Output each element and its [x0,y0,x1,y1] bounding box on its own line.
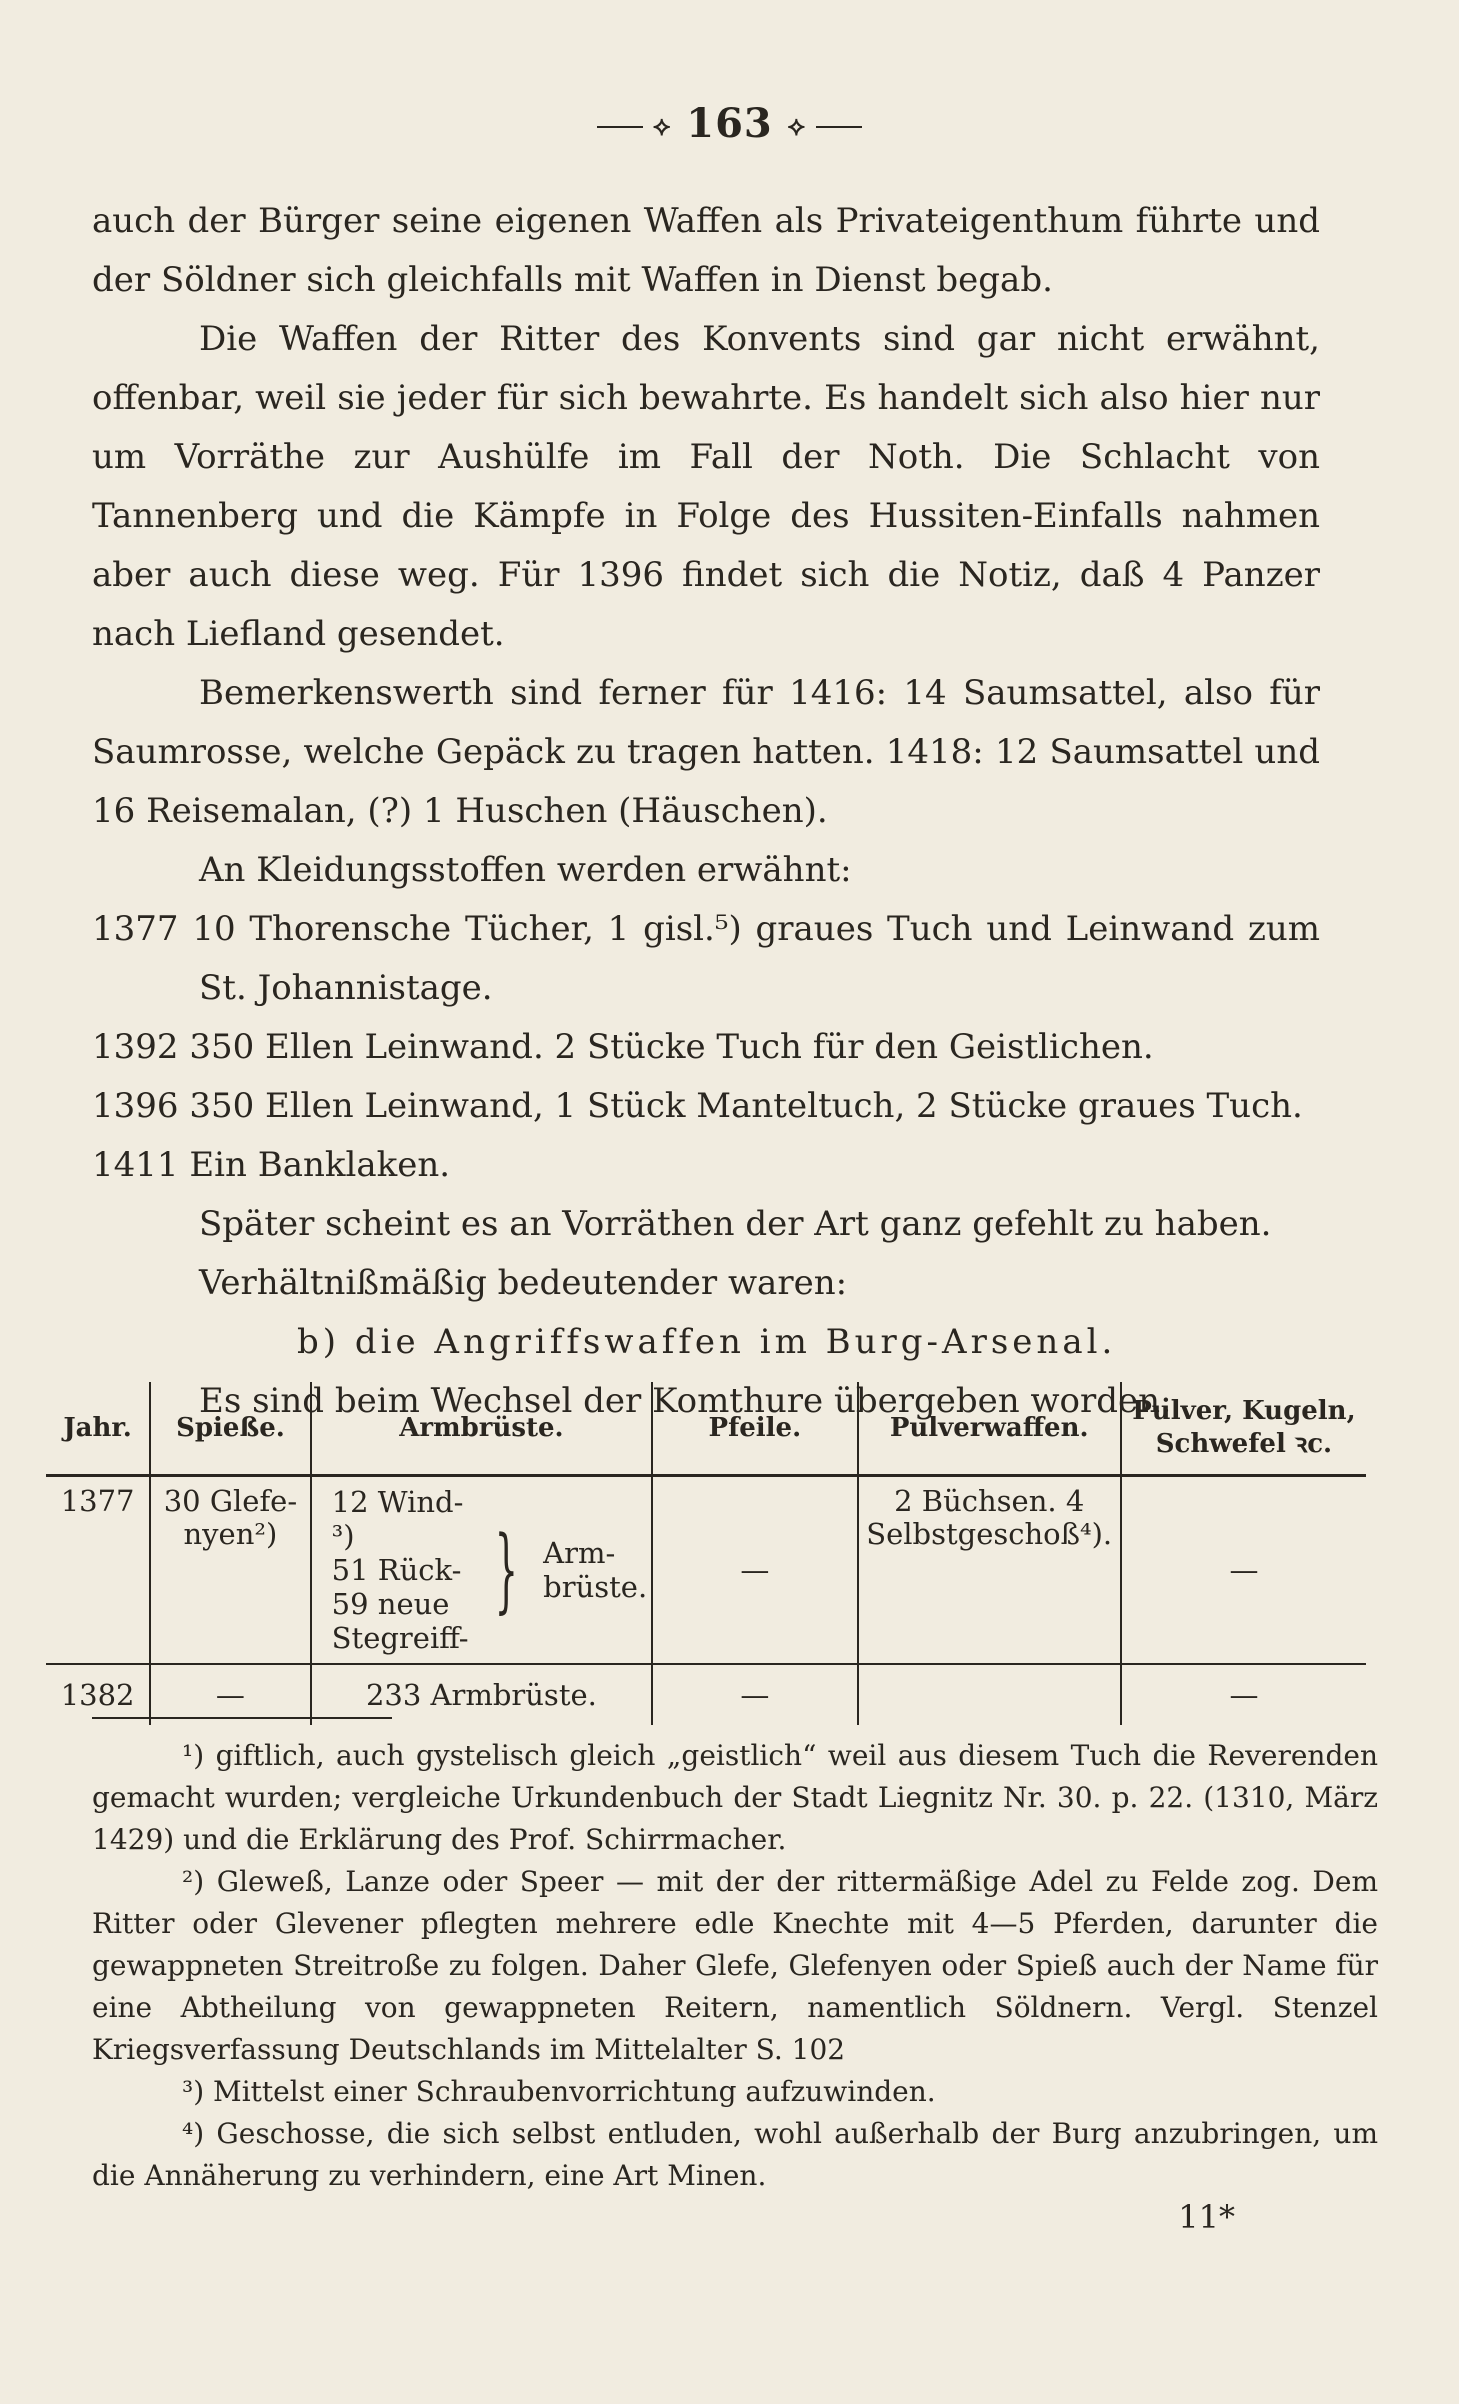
column-header-crossbows: Armbrüste. [311,1382,652,1476]
entry-year: 1392 [92,1027,179,1067]
cell-arrows: — [652,1476,857,1665]
ornament-left-icon: ⟡ [653,111,672,142]
paragraph: Verhältnißmäßig bedeutender waren: [199,1263,848,1303]
column-header-powder-balls: Pulver, Kugeln, Schwefel ꝛc. [1121,1382,1366,1476]
header-rule-right [816,126,862,128]
entry-year: 1377 [92,909,179,949]
entry-text: 350 Ellen Leinwand, 1 Stück Manteltuch, 2 Stücke graues Tuch. [189,1086,1303,1126]
footnote: ³) Mittelst einer Schraubenvorrichtung aufzuwinden. [182,2075,936,2108]
cell-crossbows: 233 Armbrüste. [311,1664,652,1725]
cell-powder-balls: — [1121,1664,1366,1725]
footnote: ²) Gleweß, Lanze oder Speer — mit der der rittermäßige Adel zu Felde zog. Dem Ritter oder Glevener pflegten mehrere edle Knechte mit 4—5 Pferden, darunter die gewappneten Streitroße zu folgen. Daher Glefe, Glefenyen oder Spieß auch der Name für eine Abtheilung von gewappneten Reitern, namentlich Söldnern. Vergl. Stenzel Kriegsverfassung Deutschlands im Mittelalter S. 102 [92,1865,1378,2066]
column-header-spears: Spieße. [150,1382,310,1476]
crossbow-line: 12 Wind-³) [331,1485,464,1553]
paragraph: Später scheint es an Vorräthen der Art ganz gefehlt zu haben. [199,1204,1272,1244]
entry-text: 10 Thorensche Tücher, 1 gisl.⁵) graues Tuch und Leinwand zum St. Johannistage. [192,909,1321,1008]
entry-text: 350 Ellen Leinwand. 2 Stücke Tuch für den Geistlichen. [189,1027,1154,1067]
crossbow-line: Stegreiff- [331,1621,469,1655]
table-intro: Es sind beim Wechsel der Komthure übergeben worden: [199,1381,1172,1421]
entry-1377 [92,900,1320,1018]
ornament-right-icon: ⟡ [787,111,806,142]
cell-arrows: — [652,1664,857,1725]
crossbow-label: Arm-brüste. [543,1536,648,1604]
table-row [46,1476,1366,1665]
footnotes [92,1735,1378,2197]
cell-powder-weapons: 2 Büchsen. 4 Selbstgeschoß⁴). [858,1476,1121,1665]
page-number: 163 [686,100,773,147]
crossbow-line: 51 Rück- [331,1553,462,1587]
entry-1392 [92,1018,1320,1077]
paragraph: auch der Bürger seine eigenen Waffen als Privateigenthum führte und der Söldner sich gleichfalls mit Waffen in Dienst begab. [92,201,1320,300]
entry-year: 1396 [92,1086,179,1126]
entry-year: 1411 [92,1145,179,1185]
footnote-divider [92,1717,392,1719]
entry-text: Ein Banklaken. [189,1145,451,1185]
arsenal-table [46,1382,1366,1725]
brace-icon: } [494,1516,518,1623]
subheading: b) die Angriffswaffen im Burg-Arsenal. [297,1322,1117,1362]
paragraph: Bemerkenswerth sind ferner für 1416: 14 Saumsattel, also für Saumrosse, welche Gepäck zu tragen hatten. 1418: 12 Saumsattel und 16 Reisemalan, (?) 1 Huschen (Häuschen). [92,673,1320,831]
cell-year: 1382 [60,1677,135,1712]
header-rule-left [597,126,643,128]
table-row [46,1664,1366,1725]
cell-powder-balls: — [1121,1476,1366,1665]
paragraph: Die Waffen der Ritter des Konvents sind gar nicht erwähnt, offenbar, weil sie jeder für sich bewahrte. Es handelt sich also hier nur um Vorräthe zur Aushülfe im Fall der Noth. Die Schlacht von Tannenberg und die Kämpfe in Folge des Hussiten-Einfalls nahmen aber auch diese weg. Für 1396 findet sich die Notiz, daß 4 Panzer nach Liefland gesendet. [92,319,1320,654]
column-header-year: Jahr. [46,1382,150,1476]
footnote: ⁴) Geschosse, die sich selbst entluden, wohl außerhalb der Burg anzubringen, um die Annäherung zu verhindern, eine Art Minen. [92,2117,1378,2192]
paragraph: An Kleidungsstoffen werden erwähnt: [199,850,852,890]
cell-spears: — [150,1664,310,1725]
crossbow-line: 59 neue [331,1587,450,1621]
cell-crossbows [311,1476,652,1665]
signature-mark: 11* [1178,2198,1235,2236]
page-header [0,100,1459,147]
cell-year: 1377 [46,1476,150,1665]
column-header-powder-weapons: Pulverwaffen. [858,1382,1121,1476]
main-text [92,192,1320,1431]
table-header-row [46,1382,1366,1476]
entry-1396 [92,1077,1320,1136]
entry-1411 [92,1136,1320,1195]
cell-spears: 30 Glefe-nyen²) [150,1476,310,1665]
cell-powder-weapons [858,1664,1121,1725]
footnote: ¹) giftlich, auch gystelisch gleich „geistlich“ weil aus diesem Tuch die Reverenden gemacht wurden; vergleiche Urkundenbuch der Stadt Liegnitz Nr. 30. p. 22. (1310, März 1429) und die Erklärung des Prof. Schirrmacher. [92,1739,1378,1856]
column-header-arrows: Pfeile. [652,1382,857,1476]
